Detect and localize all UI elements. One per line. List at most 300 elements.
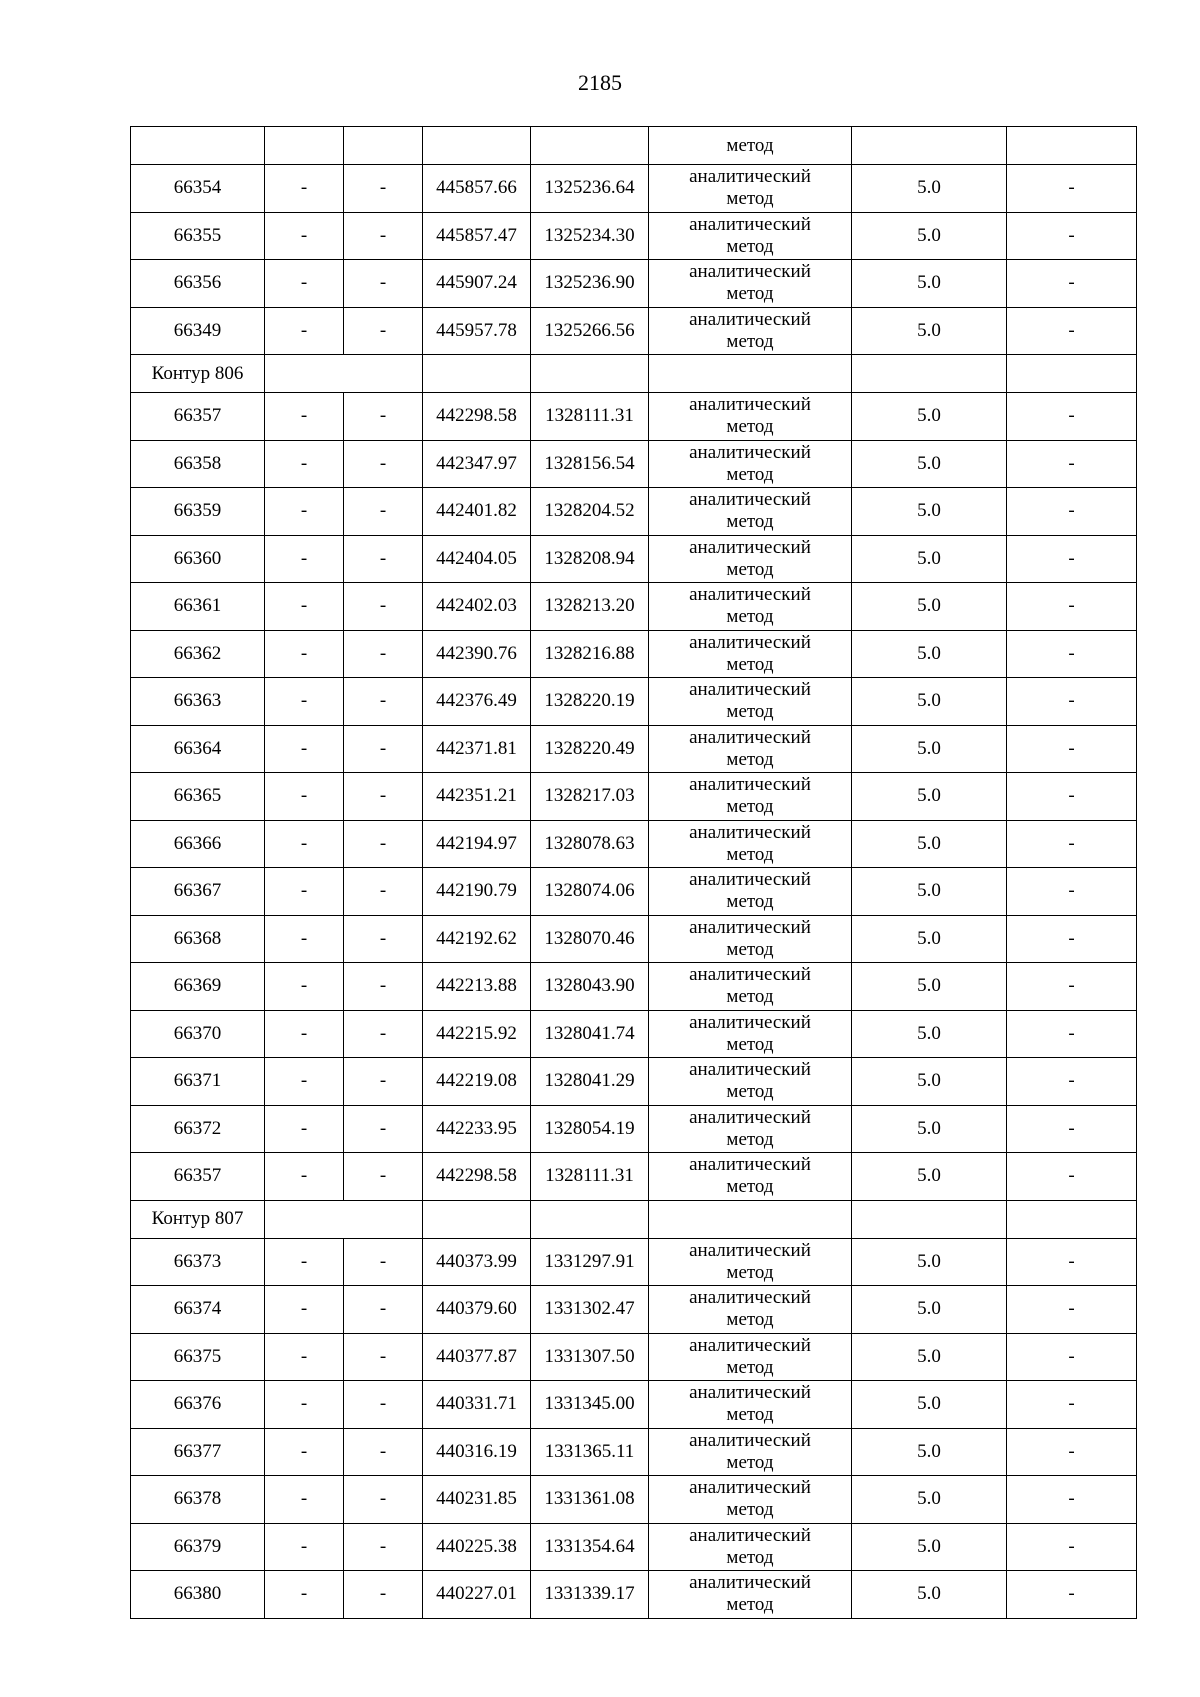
cell-y: 1328204.52 — [531, 488, 649, 536]
table-row — [131, 393, 1137, 441]
cell-c3: - — [344, 1105, 423, 1153]
cell-x: 442404.05 — [423, 535, 531, 583]
cell-c2: - — [265, 307, 344, 355]
cell-accuracy: 5.0 — [852, 1058, 1007, 1106]
cell-c2: - — [265, 1381, 344, 1429]
table-row — [131, 440, 1137, 488]
cell-accuracy: 5.0 — [852, 583, 1007, 631]
cell-x: 442213.88 — [423, 963, 531, 1011]
cell-accuracy: 5.0 — [852, 307, 1007, 355]
cell-c8: - — [1007, 440, 1137, 488]
cell-c3: - — [344, 1153, 423, 1201]
cell-c2: - — [265, 915, 344, 963]
cell-y: 1331339.17 — [531, 1571, 649, 1619]
cell-x: 440377.87 — [423, 1333, 531, 1381]
cell-method — [649, 165, 852, 213]
cell-c3: - — [344, 440, 423, 488]
cell-y: 1328220.49 — [531, 725, 649, 773]
cell-accuracy: 5.0 — [852, 1381, 1007, 1429]
cell-c3: - — [344, 165, 423, 213]
method-line-1: аналитический — [689, 1287, 811, 1309]
cell-c3: - — [344, 488, 423, 536]
contour-empty-cell — [649, 1200, 852, 1238]
table-row — [131, 1238, 1137, 1286]
method-line-1: аналитический — [689, 916, 811, 938]
cell-c2: - — [265, 820, 344, 868]
cell-c2: - — [265, 1571, 344, 1619]
cell-c2: - — [265, 488, 344, 536]
contour-empty-cell — [531, 1200, 649, 1238]
cell-accuracy: 5.0 — [852, 820, 1007, 868]
cell-accuracy: 5.0 — [852, 440, 1007, 488]
method-line-1: аналитический — [689, 1477, 811, 1499]
contour-empty-cell — [852, 355, 1007, 393]
cell-id: 66356 — [131, 260, 265, 308]
method-line-1: аналитический — [689, 489, 811, 511]
cell-method — [649, 440, 852, 488]
cell-c2: - — [265, 1333, 344, 1381]
cell-x: 442215.92 — [423, 1010, 531, 1058]
contour-empty-cell — [265, 1200, 423, 1238]
cell-accuracy: 5.0 — [852, 773, 1007, 821]
cell-y: 1328111.31 — [531, 393, 649, 441]
cell-c2: - — [265, 393, 344, 441]
cell-c8: - — [1007, 1238, 1137, 1286]
cell-accuracy — [852, 127, 1007, 165]
method-text: метод — [726, 134, 774, 156]
method-line-1: аналитический — [689, 584, 811, 606]
cell-y: 1328217.03 — [531, 773, 649, 821]
contour-empty-cell — [649, 355, 852, 393]
table-row — [131, 630, 1137, 678]
cell-id: 66365 — [131, 773, 265, 821]
method-line-2: метод — [726, 1546, 774, 1568]
cell-c8: - — [1007, 307, 1137, 355]
cell-accuracy: 5.0 — [852, 488, 1007, 536]
method-line-2: метод — [726, 796, 774, 818]
cell-c2: - — [265, 725, 344, 773]
cell-x: 442298.58 — [423, 393, 531, 441]
cell-c2: - — [265, 678, 344, 726]
cell-c3: - — [344, 915, 423, 963]
cell-y: 1325236.90 — [531, 260, 649, 308]
cell-c8: - — [1007, 393, 1137, 441]
cell-method — [649, 1523, 852, 1571]
cell-x: 440231.85 — [423, 1476, 531, 1524]
cell-accuracy: 5.0 — [852, 165, 1007, 213]
method-line-1: аналитический — [689, 1524, 811, 1546]
cell-y: 1328220.19 — [531, 678, 649, 726]
cell-y: 1325266.56 — [531, 307, 649, 355]
coordinates-table — [130, 126, 1137, 1619]
cell-method — [649, 1010, 852, 1058]
contour-empty-cell — [1007, 1200, 1137, 1238]
contour-empty-cell — [1007, 355, 1137, 393]
cell-x: 442371.81 — [423, 725, 531, 773]
table-row — [131, 915, 1137, 963]
method-line-1: аналитический — [689, 261, 811, 283]
cell-accuracy: 5.0 — [852, 1010, 1007, 1058]
cell-id: 66362 — [131, 630, 265, 678]
cell-id: 66373 — [131, 1238, 265, 1286]
method-line-1: аналитический — [689, 964, 811, 986]
contour-header-row — [131, 355, 1137, 393]
cell-c8: - — [1007, 165, 1137, 213]
cell-y: 1328054.19 — [531, 1105, 649, 1153]
cell-id: 66357 — [131, 1153, 265, 1201]
cell-c3: - — [344, 583, 423, 631]
cell-method — [649, 212, 852, 260]
cell-x: 445957.78 — [423, 307, 531, 355]
cell-c2: - — [265, 1476, 344, 1524]
cell-method — [649, 535, 852, 583]
cell-c8: - — [1007, 535, 1137, 583]
cell-c3 — [344, 127, 423, 165]
method-line-1: аналитический — [689, 1334, 811, 1356]
cell-id: 66366 — [131, 820, 265, 868]
cell-c2: - — [265, 583, 344, 631]
cell-c2: - — [265, 165, 344, 213]
cell-accuracy: 5.0 — [852, 1238, 1007, 1286]
method-line-2: метод — [726, 1128, 774, 1150]
cell-method — [649, 963, 852, 1011]
method-line-1: аналитический — [689, 631, 811, 653]
cell-y: 1328078.63 — [531, 820, 649, 868]
cell-accuracy: 5.0 — [852, 393, 1007, 441]
cell-id: 66370 — [131, 1010, 265, 1058]
cell-method — [649, 1058, 852, 1106]
cell-x: 445857.66 — [423, 165, 531, 213]
table-row — [131, 1333, 1137, 1381]
cell-c8: - — [1007, 1333, 1137, 1381]
cell-c2: - — [265, 535, 344, 583]
cell-accuracy: 5.0 — [852, 1153, 1007, 1201]
cell-method — [649, 583, 852, 631]
cell-accuracy: 5.0 — [852, 535, 1007, 583]
cell-c3: - — [344, 212, 423, 260]
cell-c2: - — [265, 1010, 344, 1058]
table-row — [131, 212, 1137, 260]
cell-id: 66361 — [131, 583, 265, 631]
table-row — [131, 1153, 1137, 1201]
cell-x: 442351.21 — [423, 773, 531, 821]
cell-c8: - — [1007, 1476, 1137, 1524]
method-line-1: аналитический — [689, 1239, 811, 1261]
method-line-2: метод — [726, 511, 774, 533]
cell-c8: - — [1007, 1571, 1137, 1619]
cell-id — [131, 127, 265, 165]
method-line-1: аналитический — [689, 441, 811, 463]
table-row — [131, 488, 1137, 536]
cell-method — [649, 820, 852, 868]
cell-c8: - — [1007, 583, 1137, 631]
method-line-2: метод — [726, 1033, 774, 1055]
table-row — [131, 1523, 1137, 1571]
cell-c3: - — [344, 678, 423, 726]
cell-id: 66375 — [131, 1333, 265, 1381]
cell-c3: - — [344, 1333, 423, 1381]
cell-y: 1328111.31 — [531, 1153, 649, 1201]
cell-id: 66367 — [131, 868, 265, 916]
cell-c2: - — [265, 440, 344, 488]
cell-accuracy: 5.0 — [852, 868, 1007, 916]
cell-y: 1328208.94 — [531, 535, 649, 583]
cell-c8: - — [1007, 725, 1137, 773]
method-line-2: метод — [726, 1594, 774, 1616]
cell-c2: - — [265, 1153, 344, 1201]
cell-id: 66360 — [131, 535, 265, 583]
cell-x: 440331.71 — [423, 1381, 531, 1429]
table-row — [131, 165, 1137, 213]
cell-c2: - — [265, 868, 344, 916]
method-line-2: метод — [726, 701, 774, 723]
cell-c2: - — [265, 1238, 344, 1286]
cell-id: 66363 — [131, 678, 265, 726]
cell-c2: - — [265, 630, 344, 678]
cell-method — [649, 1381, 852, 1429]
cell-c3: - — [344, 1286, 423, 1334]
cell-y: 1328070.46 — [531, 915, 649, 963]
cell-y: 1331361.08 — [531, 1476, 649, 1524]
method-line-2: метод — [726, 330, 774, 352]
cell-id: 66376 — [131, 1381, 265, 1429]
method-line-2: метод — [726, 188, 774, 210]
cell-x: 445857.47 — [423, 212, 531, 260]
cell-accuracy: 5.0 — [852, 1286, 1007, 1334]
cell-y: 1328043.90 — [531, 963, 649, 1011]
cell-c8: - — [1007, 1058, 1137, 1106]
cell-x: 442190.79 — [423, 868, 531, 916]
table-row — [131, 260, 1137, 308]
cell-c3: - — [344, 1476, 423, 1524]
cell-x: 442219.08 — [423, 1058, 531, 1106]
cell-c2: - — [265, 963, 344, 1011]
cell-c3: - — [344, 820, 423, 868]
cell-id: 66358 — [131, 440, 265, 488]
method-line-2: метод — [726, 1309, 774, 1331]
cell-c3: - — [344, 725, 423, 773]
method-line-1: аналитический — [689, 1572, 811, 1594]
cell-accuracy: 5.0 — [852, 915, 1007, 963]
cell-y: 1331354.64 — [531, 1523, 649, 1571]
cell-x: 445907.24 — [423, 260, 531, 308]
cell-accuracy: 5.0 — [852, 630, 1007, 678]
cell-method — [649, 307, 852, 355]
cell-c2: - — [265, 1058, 344, 1106]
table-row — [131, 1571, 1137, 1619]
cell-accuracy: 5.0 — [852, 1428, 1007, 1476]
method-line-1: аналитический — [689, 308, 811, 330]
cell-method — [649, 260, 852, 308]
cell-c3: - — [344, 1238, 423, 1286]
cell-accuracy: 5.0 — [852, 212, 1007, 260]
cell-c8: - — [1007, 1286, 1137, 1334]
cell-id: 66372 — [131, 1105, 265, 1153]
cell-c8: - — [1007, 212, 1137, 260]
cell-c3: - — [344, 307, 423, 355]
cell-method — [649, 488, 852, 536]
cell-y: 1331345.00 — [531, 1381, 649, 1429]
cell-method — [649, 1238, 852, 1286]
method-line-1: аналитический — [689, 213, 811, 235]
cell-c3: - — [344, 1058, 423, 1106]
contour-header-row — [131, 1200, 1137, 1238]
table-row — [131, 1428, 1137, 1476]
method-line-1: аналитический — [689, 1429, 811, 1451]
method-line-1: аналитический — [689, 1106, 811, 1128]
method-line-2: метод — [726, 1404, 774, 1426]
cell-x: 442233.95 — [423, 1105, 531, 1153]
cell-accuracy: 5.0 — [852, 1476, 1007, 1524]
cell-y: 1328041.29 — [531, 1058, 649, 1106]
cell-accuracy: 5.0 — [852, 1571, 1007, 1619]
cell-c3: - — [344, 868, 423, 916]
cell-method — [649, 630, 852, 678]
cell-c3: - — [344, 1571, 423, 1619]
contour-label: Контур 806 — [131, 355, 265, 393]
cell-accuracy: 5.0 — [852, 1333, 1007, 1381]
table-row — [131, 1010, 1137, 1058]
method-line-2: метод — [726, 558, 774, 580]
cell-y: 1331297.91 — [531, 1238, 649, 1286]
method-line-2: метод — [726, 986, 774, 1008]
cell-method — [649, 1333, 852, 1381]
cell-x — [423, 127, 531, 165]
table-row — [131, 1105, 1137, 1153]
table-row — [131, 963, 1137, 1011]
cell-method — [649, 1428, 852, 1476]
method-line-2: метод — [726, 891, 774, 913]
method-line-2: метод — [726, 606, 774, 628]
cell-id: 66354 — [131, 165, 265, 213]
cell-c2: - — [265, 773, 344, 821]
cell-y — [531, 127, 649, 165]
cell-y: 1328074.06 — [531, 868, 649, 916]
method-line-1: аналитический — [689, 869, 811, 891]
method-line-2: метод — [726, 463, 774, 485]
method-line-2: метод — [726, 1499, 774, 1521]
contour-empty-cell — [265, 355, 423, 393]
cell-c8: - — [1007, 915, 1137, 963]
table-row — [131, 1476, 1137, 1524]
cell-c8 — [1007, 127, 1137, 165]
cell-method — [649, 773, 852, 821]
cell-id: 66357 — [131, 393, 265, 441]
cell-method — [649, 725, 852, 773]
table-row — [131, 1058, 1137, 1106]
cell-method — [649, 393, 852, 441]
cell-c8: - — [1007, 488, 1137, 536]
cell-x: 440227.01 — [423, 1571, 531, 1619]
cell-y: 1325236.64 — [531, 165, 649, 213]
method-line-2: метод — [726, 1261, 774, 1283]
method-line-1: аналитический — [689, 1382, 811, 1404]
cell-x: 442402.03 — [423, 583, 531, 631]
cell-y: 1331302.47 — [531, 1286, 649, 1334]
method-line-2: метод — [726, 1081, 774, 1103]
contour-empty-cell — [423, 1200, 531, 1238]
method-line-1: аналитический — [689, 821, 811, 843]
method-line-1: аналитический — [689, 726, 811, 748]
cell-method — [649, 915, 852, 963]
method-line-2: метод — [726, 1356, 774, 1378]
cell-y: 1331365.11 — [531, 1428, 649, 1476]
cell-c3: - — [344, 535, 423, 583]
cell-c8: - — [1007, 963, 1137, 1011]
cell-x: 442298.58 — [423, 1153, 531, 1201]
cell-c2 — [265, 127, 344, 165]
cell-c8: - — [1007, 1428, 1137, 1476]
cell-x: 440225.38 — [423, 1523, 531, 1571]
cell-c2: - — [265, 212, 344, 260]
method-line-1: аналитический — [689, 1011, 811, 1033]
cell-accuracy: 5.0 — [852, 725, 1007, 773]
table-body — [131, 127, 1137, 1619]
cell-c8: - — [1007, 773, 1137, 821]
cell-accuracy: 5.0 — [852, 963, 1007, 1011]
cell-id: 66368 — [131, 915, 265, 963]
table-row — [131, 1381, 1137, 1429]
cell-c3: - — [344, 1523, 423, 1571]
cell-c2: - — [265, 1523, 344, 1571]
cell-accuracy: 5.0 — [852, 1523, 1007, 1571]
method-line-2: метод — [726, 416, 774, 438]
cell-c3: - — [344, 1381, 423, 1429]
method-line-1: аналитический — [689, 394, 811, 416]
table-row — [131, 307, 1137, 355]
method-line-2: метод — [726, 843, 774, 865]
cell-x: 442376.49 — [423, 678, 531, 726]
cell-c8: - — [1007, 1105, 1137, 1153]
cell-c2: - — [265, 1286, 344, 1334]
cell-x: 442192.62 — [423, 915, 531, 963]
cell-accuracy: 5.0 — [852, 1105, 1007, 1153]
method-line-1: аналитический — [689, 1154, 811, 1176]
cell-id: 66359 — [131, 488, 265, 536]
contour-empty-cell — [852, 1200, 1007, 1238]
cell-c3: - — [344, 773, 423, 821]
cell-c8: - — [1007, 1153, 1137, 1201]
table-row — [131, 678, 1137, 726]
cell-y: 1328216.88 — [531, 630, 649, 678]
method-line-2: метод — [726, 1176, 774, 1198]
table-row — [131, 725, 1137, 773]
cell-c3: - — [344, 1428, 423, 1476]
cell-method — [649, 1105, 852, 1153]
cell-y: 1325234.30 — [531, 212, 649, 260]
table-row — [131, 583, 1137, 631]
cell-method — [649, 1571, 852, 1619]
contour-label: Контур 807 — [131, 1200, 265, 1238]
cell-c3: - — [344, 963, 423, 1011]
cell-accuracy: 5.0 — [852, 678, 1007, 726]
cell-c2: - — [265, 260, 344, 308]
method-line-2: метод — [726, 283, 774, 305]
cell-c8: - — [1007, 1381, 1137, 1429]
method-line-2: метод — [726, 938, 774, 960]
cell-c8: - — [1007, 630, 1137, 678]
cell-c8: - — [1007, 1523, 1137, 1571]
cell-c2: - — [265, 1105, 344, 1153]
table-row — [131, 1286, 1137, 1334]
method-line-2: метод — [726, 653, 774, 675]
cell-x: 440316.19 — [423, 1428, 531, 1476]
table-row — [131, 868, 1137, 916]
cell-c3: - — [344, 393, 423, 441]
method-line-1: аналитический — [689, 774, 811, 796]
cell-x: 442390.76 — [423, 630, 531, 678]
cell-c8: - — [1007, 1010, 1137, 1058]
